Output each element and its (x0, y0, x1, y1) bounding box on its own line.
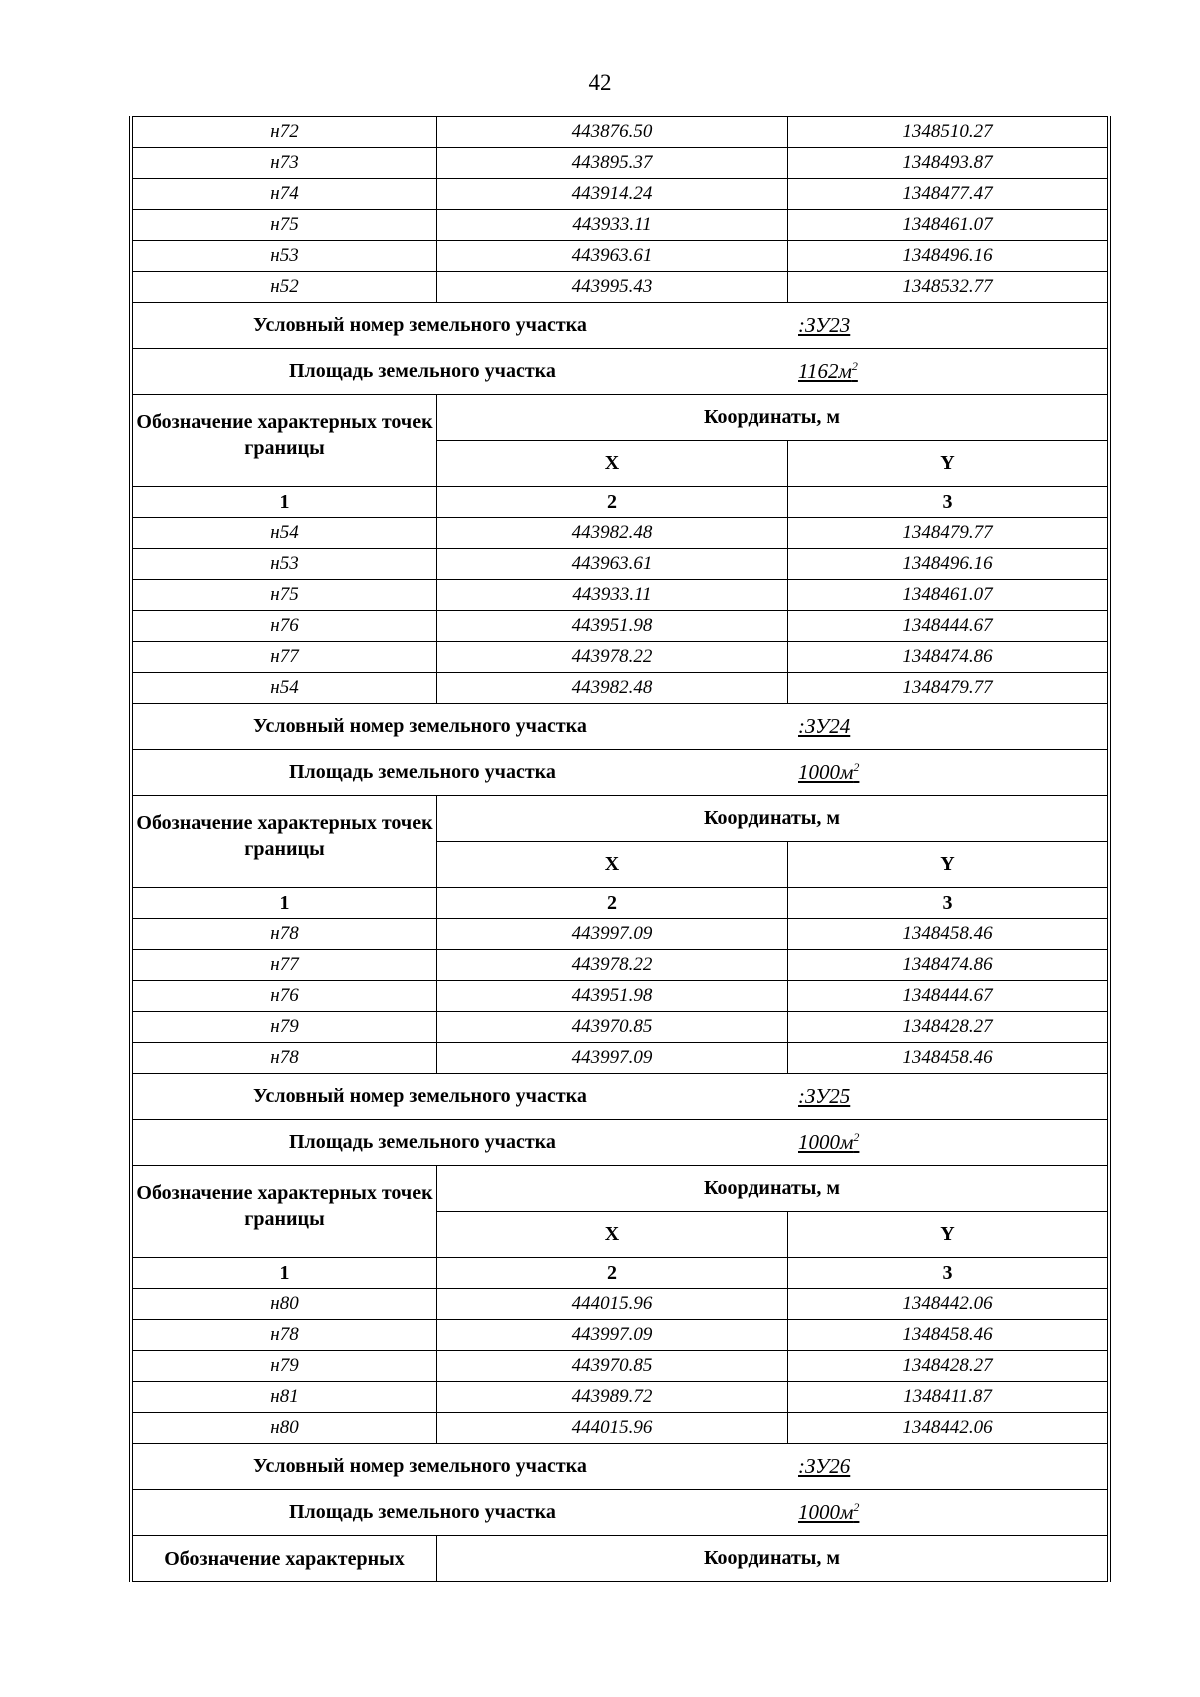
x-coordinate-cell: 443933.11 (437, 210, 788, 241)
coordinates-header: Координаты, м (437, 395, 1108, 441)
parcel-number-label: Условный номер земельного участка (253, 1085, 587, 1107)
table-row (133, 1012, 1108, 1043)
parcel-area-row (133, 750, 1108, 796)
parcel-area-value-text: 1162м (798, 359, 852, 383)
y-coordinate-cell: 1348496.16 (788, 549, 1108, 580)
table-row (133, 1289, 1108, 1320)
y-coordinate-cell: 1348444.67 (788, 981, 1108, 1012)
y-axis-header: Y (788, 1212, 1108, 1258)
point-label-cell: н76 (133, 611, 437, 642)
y-coordinate-cell: 1348458.46 (788, 919, 1108, 950)
x-coordinate-cell: 443982.48 (437, 673, 788, 704)
column-index-3: 3 (788, 1258, 1108, 1289)
table-row (133, 1320, 1108, 1351)
column-index-3: 3 (788, 888, 1108, 919)
table-row (133, 148, 1108, 179)
coordinates-header: Координаты, м (437, 1166, 1108, 1212)
x-coordinate-cell: 443978.22 (437, 950, 788, 981)
parcel-number-value-text: :ЗУ25 (798, 1084, 851, 1108)
table-row (133, 1413, 1108, 1444)
x-coordinate-cell: 443876.50 (437, 117, 788, 148)
parcel-area-label: Площадь земельного участка (289, 1131, 556, 1153)
table-row (133, 981, 1108, 1012)
point-label-cell: н78 (133, 919, 437, 950)
point-label-cell: н53 (133, 241, 437, 272)
coordinates-header-row (133, 1536, 1108, 1582)
table-row (133, 919, 1108, 950)
parcel-number-row (133, 303, 1108, 349)
table-row (133, 642, 1108, 673)
parcel-area-value (798, 359, 858, 384)
y-coordinate-cell: 1348442.06 (788, 1413, 1108, 1444)
y-coordinate-cell: 1348496.16 (788, 241, 1108, 272)
parcel-number-label: Условный номер земельного участка (253, 715, 587, 737)
column-index-2: 2 (437, 888, 788, 919)
x-coordinate-cell: 443995.43 (437, 272, 788, 303)
x-coordinate-cell: 443914.24 (437, 179, 788, 210)
coordinates-header-row (133, 796, 1108, 842)
y-coordinate-cell: 1348458.46 (788, 1320, 1108, 1351)
parcel-number-value-text: :ЗУ23 (798, 313, 851, 337)
table-row (133, 673, 1108, 704)
x-coordinate-cell: 444015.96 (437, 1289, 788, 1320)
parcel-number-cell (133, 704, 1108, 750)
column-index-row (133, 888, 1108, 919)
x-coordinate-cell: 443978.22 (437, 642, 788, 673)
column-index-3: 3 (788, 487, 1108, 518)
point-label-cell: н52 (133, 272, 437, 303)
x-coordinate-cell: 443963.61 (437, 549, 788, 580)
table-row (133, 1382, 1108, 1413)
parcel-number-row (133, 1074, 1108, 1120)
table-row (133, 1043, 1108, 1074)
parcel-number-cell (133, 1444, 1108, 1490)
area-unit-superscript: 2 (853, 760, 860, 774)
x-coordinate-cell: 443997.09 (437, 919, 788, 950)
x-coordinate-cell: 443933.11 (437, 580, 788, 611)
point-label-cell: н77 (133, 642, 437, 673)
x-axis-header: X (437, 842, 788, 888)
table-row (133, 580, 1108, 611)
area-unit-superscript: 2 (853, 1500, 860, 1514)
parcel-area-cell (133, 750, 1108, 796)
parcel-number-cell (133, 303, 1108, 349)
parcel-area-cell (133, 1490, 1108, 1536)
designation-header: Обозначение характерных точек границы (133, 1166, 437, 1258)
parcel-area-label: Площадь земельного участка (289, 761, 556, 783)
parcel-area-value (798, 760, 859, 785)
parcel-area-label: Площадь земельного участка (289, 1501, 556, 1523)
x-axis-header: X (437, 1212, 788, 1258)
y-coordinate-cell: 1348461.07 (788, 580, 1108, 611)
column-index-1: 1 (133, 1258, 437, 1289)
y-coordinate-cell: 1348479.77 (788, 518, 1108, 549)
y-coordinate-cell: 1348510.27 (788, 117, 1108, 148)
point-label-cell: н75 (133, 210, 437, 241)
column-index-1: 1 (133, 487, 437, 518)
point-label-cell: н77 (133, 950, 437, 981)
x-coordinate-cell: 443970.85 (437, 1351, 788, 1382)
table-row (133, 117, 1108, 148)
y-coordinate-cell: 1348428.27 (788, 1012, 1108, 1043)
column-index-1: 1 (133, 888, 437, 919)
coordinates-header: Координаты, м (437, 796, 1108, 842)
designation-header: Обозначение характерных (133, 1536, 437, 1582)
y-coordinate-cell: 1348474.86 (788, 642, 1108, 673)
y-axis-header: Y (788, 842, 1108, 888)
x-coordinate-cell: 444015.96 (437, 1413, 788, 1444)
x-coordinate-cell: 443997.09 (437, 1320, 788, 1351)
table-row (133, 950, 1108, 981)
point-label-cell: н53 (133, 549, 437, 580)
point-label-cell: н78 (133, 1043, 437, 1074)
parcel-number-row (133, 1444, 1108, 1490)
point-label-cell: н79 (133, 1351, 437, 1382)
parcel-area-value (798, 1500, 859, 1525)
coordinates-table (132, 116, 1108, 1582)
y-coordinate-cell: 1348428.27 (788, 1351, 1108, 1382)
y-coordinate-cell: 1348442.06 (788, 1289, 1108, 1320)
point-label-cell: н80 (133, 1289, 437, 1320)
x-coordinate-cell: 443951.98 (437, 981, 788, 1012)
parcel-area-value (798, 1130, 859, 1155)
table-row (133, 549, 1108, 580)
y-coordinate-cell: 1348493.87 (788, 148, 1108, 179)
point-label-cell: н54 (133, 518, 437, 549)
parcel-number-value (798, 1454, 850, 1479)
parcel-number-value-text: :ЗУ24 (798, 714, 851, 738)
point-label-cell: н72 (133, 117, 437, 148)
point-label-cell: н54 (133, 673, 437, 704)
parcel-area-row (133, 1490, 1108, 1536)
point-label-cell: н73 (133, 148, 437, 179)
point-label-cell: н79 (133, 1012, 437, 1043)
table-row (133, 611, 1108, 642)
area-unit-superscript: 2 (853, 1130, 860, 1144)
parcel-number-value (798, 313, 850, 338)
table-row (133, 518, 1108, 549)
table-row (133, 241, 1108, 272)
table-row (133, 1351, 1108, 1382)
y-coordinate-cell: 1348532.77 (788, 272, 1108, 303)
y-coordinate-cell: 1348461.07 (788, 210, 1108, 241)
point-label-cell: н78 (133, 1320, 437, 1351)
designation-header: Обозначение характерных точек границы (133, 395, 437, 487)
parcel-area-value-text: 1000м (798, 760, 854, 784)
y-coordinate-cell: 1348444.67 (788, 611, 1108, 642)
table-row (133, 210, 1108, 241)
coordinates-header-row (133, 1166, 1108, 1212)
x-coordinate-cell: 443970.85 (437, 1012, 788, 1043)
y-coordinate-cell: 1348458.46 (788, 1043, 1108, 1074)
parcel-area-row (133, 349, 1108, 395)
point-label-cell: н76 (133, 981, 437, 1012)
x-coordinate-cell: 443982.48 (437, 518, 788, 549)
parcel-area-value-text: 1000м (798, 1130, 854, 1154)
x-coordinate-cell: 443997.09 (437, 1043, 788, 1074)
parcel-area-label: Площадь земельного участка (289, 360, 556, 382)
point-label-cell: н75 (133, 580, 437, 611)
table-row (133, 179, 1108, 210)
y-coordinate-cell: 1348411.87 (788, 1382, 1108, 1413)
parcel-area-row (133, 1120, 1108, 1166)
y-coordinate-cell: 1348474.86 (788, 950, 1108, 981)
parcel-number-value (798, 714, 850, 739)
parcel-number-value-text: :ЗУ26 (798, 1454, 851, 1478)
x-coordinate-cell: 443989.72 (437, 1382, 788, 1413)
coordinates-header-row (133, 395, 1108, 441)
y-axis-header: Y (788, 441, 1108, 487)
parcel-number-cell (133, 1074, 1108, 1120)
x-coordinate-cell: 443963.61 (437, 241, 788, 272)
coordinates-sheet (132, 116, 1108, 1582)
parcel-number-value (798, 1084, 850, 1109)
y-coordinate-cell: 1348477.47 (788, 179, 1108, 210)
table-row (133, 272, 1108, 303)
parcel-number-label: Условный номер земельного участка (253, 1455, 587, 1477)
parcel-number-label: Условный номер земельного участка (253, 314, 587, 336)
x-coordinate-cell: 443895.37 (437, 148, 788, 179)
column-index-2: 2 (437, 1258, 788, 1289)
point-label-cell: н74 (133, 179, 437, 210)
column-index-row (133, 487, 1108, 518)
x-axis-header: X (437, 441, 788, 487)
parcel-number-row (133, 704, 1108, 750)
y-coordinate-cell: 1348479.77 (788, 673, 1108, 704)
point-label-cell: н81 (133, 1382, 437, 1413)
x-coordinate-cell: 443951.98 (437, 611, 788, 642)
designation-header: Обозначение характерных точек границы (133, 796, 437, 888)
area-unit-superscript: 2 (851, 359, 858, 373)
page-number: 42 (588, 70, 612, 95)
column-index-2: 2 (437, 487, 788, 518)
coordinates-header: Координаты, м (437, 1536, 1108, 1582)
parcel-area-cell (133, 349, 1108, 395)
parcel-area-value-text: 1000м (798, 1500, 854, 1524)
point-label-cell: н80 (133, 1413, 437, 1444)
column-index-row (133, 1258, 1108, 1289)
parcel-area-cell (133, 1120, 1108, 1166)
